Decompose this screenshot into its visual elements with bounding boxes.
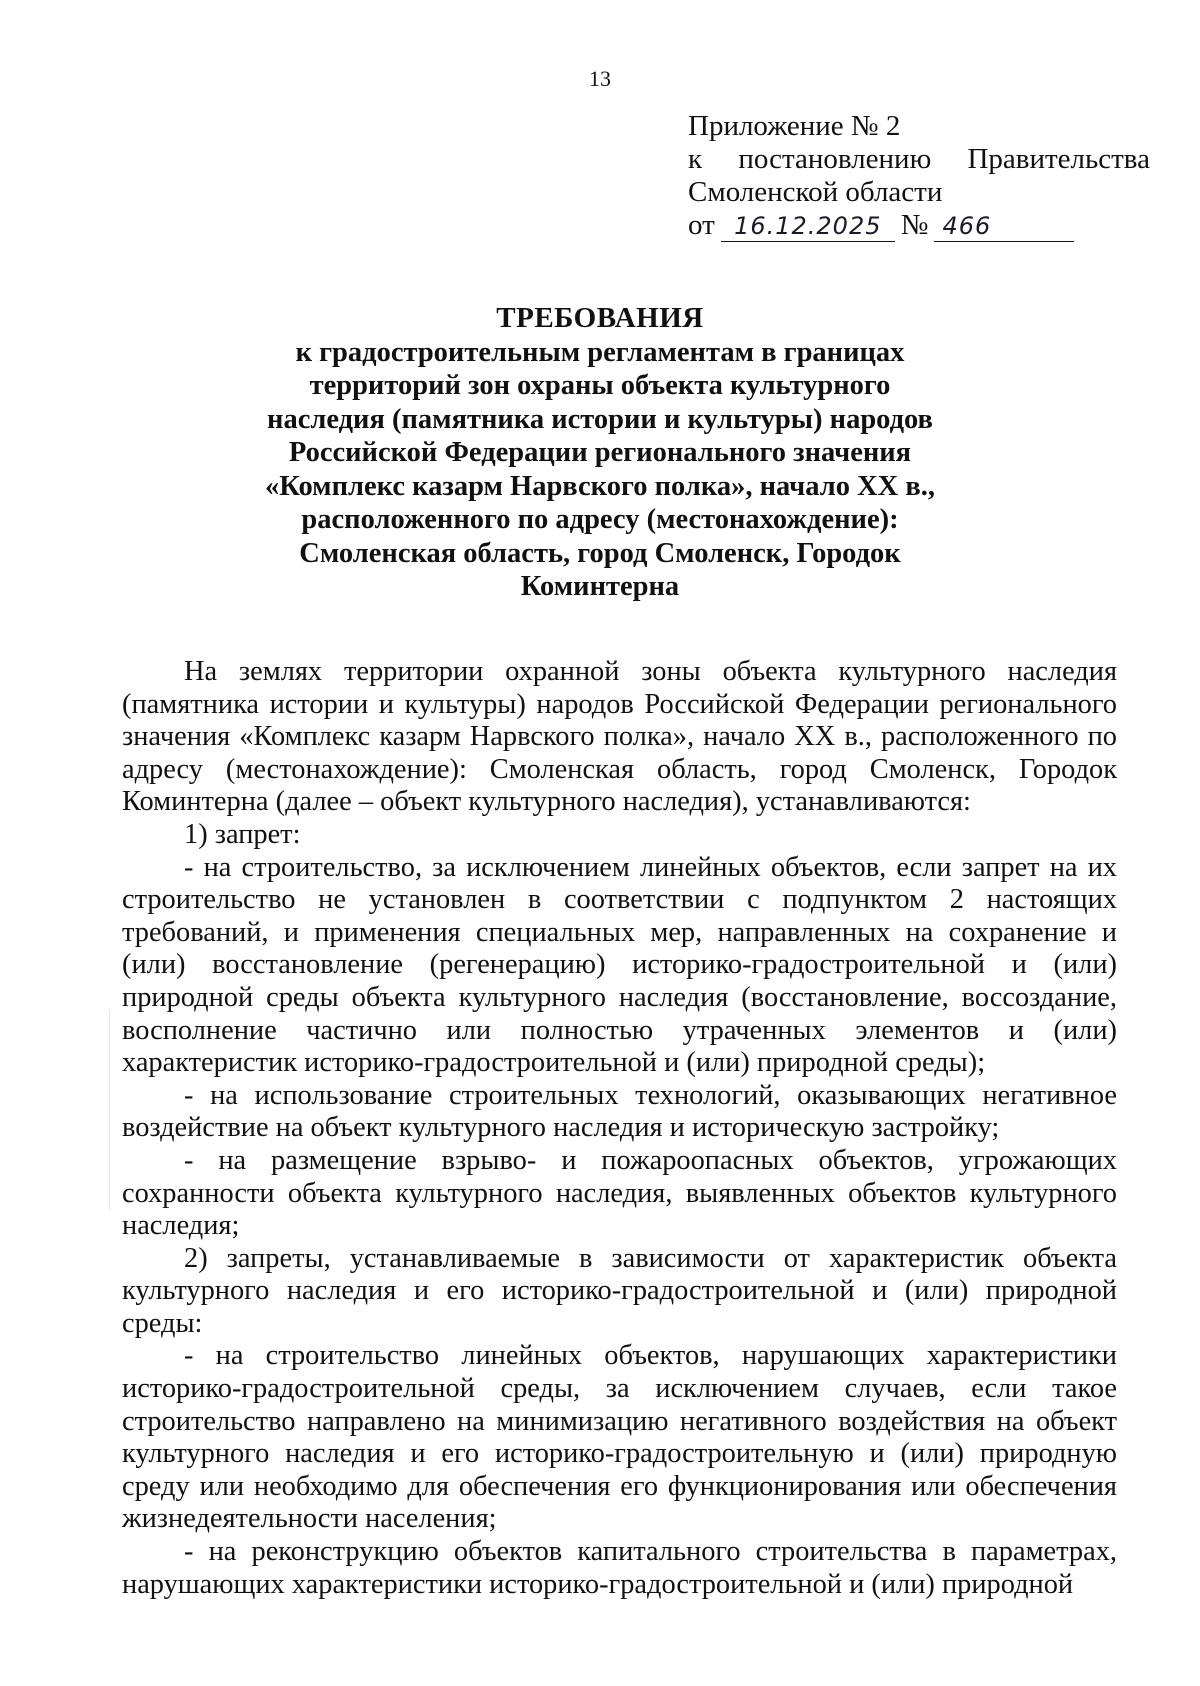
appendix-resolution-line <box>688 143 1150 176</box>
scan-margin-mark <box>109 1010 110 1210</box>
appendix-government-word: Правительства <box>967 143 1150 175</box>
paragraph-ban-technologies: - на использование строительных технологий, оказывающих негативное воздействие на объект культурного наследия и историческую застройку; <box>122 1079 1117 1144</box>
subtitle-line-4: Российской Федерации регионального значения <box>288 437 912 468</box>
subtitle-line-6: расположенного по адресу (местонахождение): <box>301 504 899 535</box>
subtitle-line-7: Смоленская область, город Смоленск, Городок <box>299 537 901 569</box>
paragraph-item-1: 1) запрет: <box>184 818 301 850</box>
subtitle-line-1: к градостроительным регламентам в границах <box>295 336 905 368</box>
subtitle-line-3: наследия (памятника истории и культуры) народов <box>267 403 933 435</box>
appendix-date-line <box>688 209 1150 242</box>
appendix-to-word: к <box>688 143 703 175</box>
appendix-title: Приложение № 2 <box>688 110 901 142</box>
subtitle-line-8: Коминтерна <box>520 571 680 602</box>
appendix-block <box>688 110 1150 242</box>
appendix-resolution-word: постановлению <box>738 143 932 175</box>
paragraph-ban-hazardous-objects: - на размещение взрыво- и пожароопасных объектов, угрожающих сохранности объекта культурного наследия, выявленных объектов культурного наследия; <box>122 1144 1117 1242</box>
document-body <box>122 656 1117 1601</box>
appendix-region: Смоленской области <box>688 176 943 208</box>
document-title-block <box>180 302 1020 604</box>
paragraph-ban-construction: - на строительство, за исключением линейных объектов, если запрет на их строительство не установлен в соответствии с подпунктом 2 настоящих требований, и применения специальных мер, направленных на сохранение и (или) восстановление (регенерацию) историко-градостроительной и (или) природной среды объекта культурного наследия (восстановление, воссоздание, восполнение частично или полностью утраченных элементов и (или) характеристик историко-градостроительной и (или) природной среды); <box>122 851 1117 1079</box>
paragraph-intro: На землях территории охранной зоны объекта культурного наследия (памятника истории и культуры) народов Российской Федерации регионального значения «Комплекс казарм Нарвского полка», начало XX в., расположенного по адресу (местонахождение): Смоленская область, город Смоленск, Городок Коминтерна (далее – объект культурного наследия), устанавливаются: <box>122 656 1117 818</box>
number-sign: № <box>900 209 929 241</box>
subtitle-line-2: территорий зон охраны объекта культурного <box>309 370 891 401</box>
subtitle-line-5: «Комплекс казарм Нарвского полка», начало XX в., <box>264 470 936 502</box>
paragraph-ban-linear-objects: - на строительство линейных объектов, нарушающих характеристики историко-градостроительной среды, за исключением случаев, если такое строительство направлено на минимизацию негативного воздействия на объект культурного наследия и его историко-градостроительную и (или) природную среду или необходимо для обеспечения его функционирования или обеспечения жизнедеятельности населения; <box>122 1340 1117 1535</box>
paragraph-item-2: 2) запреты, устанавливаемые в зависимости от характеристик объекта культурного наследия и его историко-градостроительной и (или) природной среды: <box>122 1242 1117 1339</box>
page-number: 13 <box>589 66 611 91</box>
handwritten-date: 16.12.2025 <box>721 211 895 242</box>
handwritten-number: 466 <box>934 211 1074 242</box>
document-title: ТРЕБОВАНИЯ <box>496 302 704 334</box>
date-prefix: от <box>688 209 715 241</box>
paragraph-ban-reconstruction: - на реконструкцию объектов капитального строительства в параметрах, нарушающих характеристики историко-градостроительной и (или) природной <box>122 1536 1117 1600</box>
